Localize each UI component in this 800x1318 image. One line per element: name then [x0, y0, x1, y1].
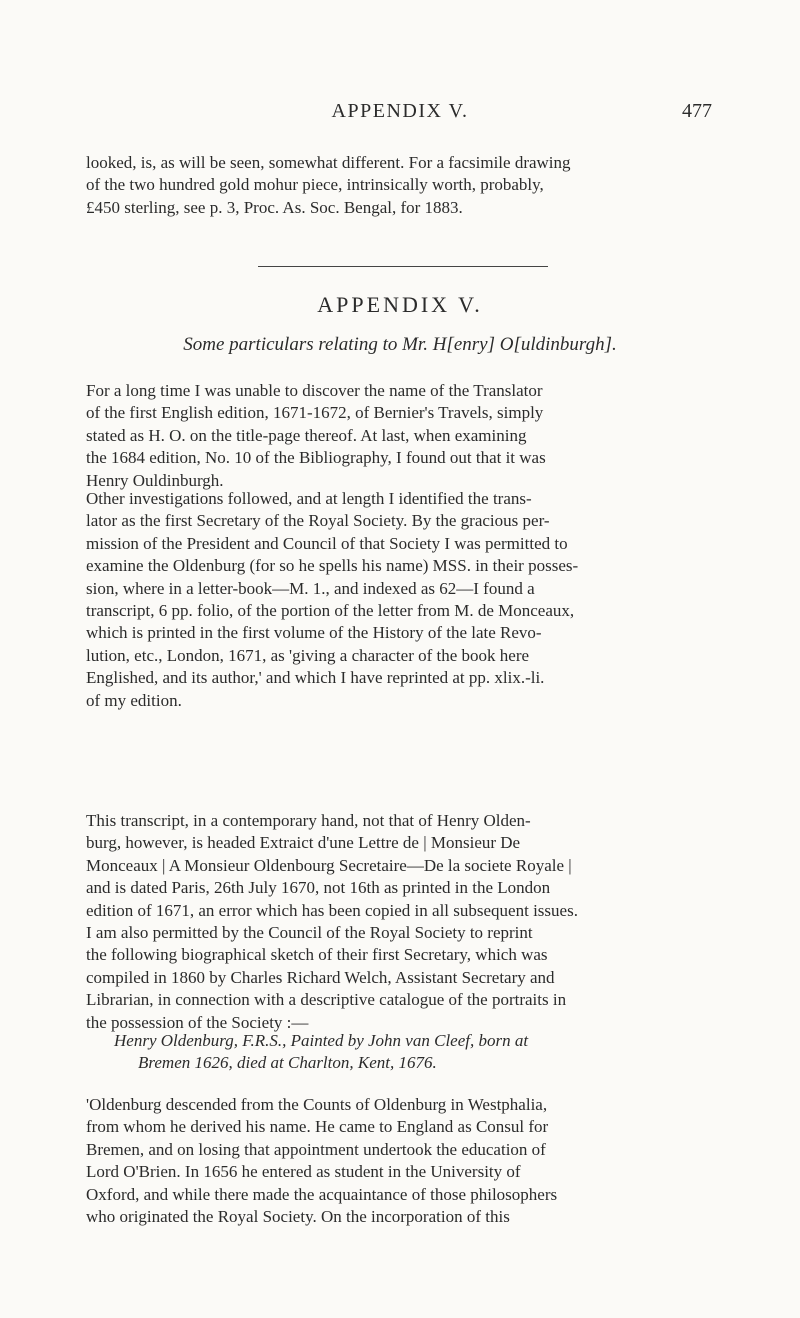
text-line: Oxford, and while there made the acquaintance of those philosophers — [86, 1184, 558, 1204]
text-line: Englished, and its author,' and which I have reprinted at pp. xlix.-li. — [86, 668, 545, 688]
text-line: the 1684 edition, No. 10 of the Bibliography, I found out that it was — [86, 448, 546, 468]
text-line: compiled in 1860 by Charles Richard Welch, Assistant Secretary and — [86, 967, 555, 987]
running-head — [86, 100, 714, 128]
section-divider — [258, 266, 548, 267]
portrait-caption — [86, 1030, 714, 1075]
text-line: sion, where in a letter-book—M. 1., and indexed as 62—I found a — [86, 578, 535, 598]
text-line: mission of the President and Council of that Society I was permitted to — [86, 533, 568, 553]
text-line: burg, however, is headed Extraict d'une Lettre de | Monsieur De — [86, 833, 521, 853]
text-line: Lord O'Brien. In 1656 he entered as student in the University of — [86, 1162, 521, 1182]
text-line: stated as H. O. on the title-page thereof. At last, when examining — [86, 425, 527, 445]
text-line: from whom he derived his name. He came to England as Consul for — [86, 1117, 549, 1137]
text-line: lator as the first Secretary of the Royal Society. By the gracious per- — [86, 511, 550, 531]
text-line: lution, etc., London, 1671, as 'giving a character of the book here — [86, 645, 530, 665]
text-line: the possession of the Society :— — [86, 1012, 309, 1032]
text-line: of the two hundred gold mohur piece, intrinsically worth, probably, — [86, 175, 544, 195]
text-line: looked, is, as will be seen, somewhat different. For a facsimile drawing — [86, 153, 571, 172]
text-line: of my edition. — [86, 690, 182, 710]
text-line: Monceaux | A Monsieur Oldenbourg Secretaire—De la societe Royale | — [86, 855, 572, 875]
page-number: 477 — [682, 100, 712, 122]
paragraph — [86, 810, 714, 1034]
text-line: Other investigations followed, and at length I identified the trans- — [86, 489, 532, 508]
text-line: the following biographical sketch of their first Secretary, which was — [86, 945, 548, 965]
text-line: This transcript, in a contemporary hand, not that of Henry Olden- — [86, 811, 531, 830]
text-line: I am also permitted by the Council of the Royal Society to reprint — [86, 923, 533, 943]
text-line: and is dated Paris, 26th July 1670, not 16th as printed in the London — [86, 878, 551, 898]
paragraph-continuation — [86, 152, 714, 219]
paragraph — [86, 380, 714, 492]
text-line: of the first English edition, 1671-1672, of Bernier's Travels, simply — [86, 403, 544, 423]
text-line: who originated the Royal Society. On the incorporation of this — [86, 1207, 510, 1227]
text-line: Henry Ouldinburgh. — [86, 470, 224, 490]
text-line: examine the Oldenburg (for so he spells his name) MSS. in their posses- — [86, 556, 579, 576]
text-line: £450 sterling, see p. 3, Proc. As. Soc. Bengal, for 1883. — [86, 197, 463, 217]
appendix-heading: APPENDIX V. — [317, 292, 483, 317]
text-line: which is printed in the first volume of the History of the late Revo- — [86, 623, 542, 643]
caption-line: Bremen 1626, died at Charlton, Kent, 1676. — [138, 1053, 437, 1073]
running-head-title: APPENDIX V. — [331, 100, 469, 122]
text-line: 'Oldenburg descended from the Counts of Oldenburg in Westphalia, — [86, 1095, 548, 1114]
paragraph — [86, 488, 714, 712]
appendix-subheading: Some particulars relating to Mr. H[enry] O[uldinburgh]. — [183, 334, 617, 355]
text-line: For a long time I was unable to discover the name of the Translator — [86, 381, 543, 400]
paragraph — [86, 1094, 714, 1228]
text-line: transcript, 6 pp. folio, of the portion of the letter from M. de Monceaux, — [86, 601, 575, 621]
text-line: edition of 1671, an error which has been copied in all subsequent issues. — [86, 900, 578, 920]
caption-line: Henry Oldenburg, F.R.S., Painted by John van Cleef, born at — [114, 1031, 529, 1050]
text-line: Librarian, in connection with a descriptive catalogue of the portraits in — [86, 990, 567, 1010]
text-line: Bremen, and on losing that appointment undertook the education of — [86, 1139, 546, 1159]
